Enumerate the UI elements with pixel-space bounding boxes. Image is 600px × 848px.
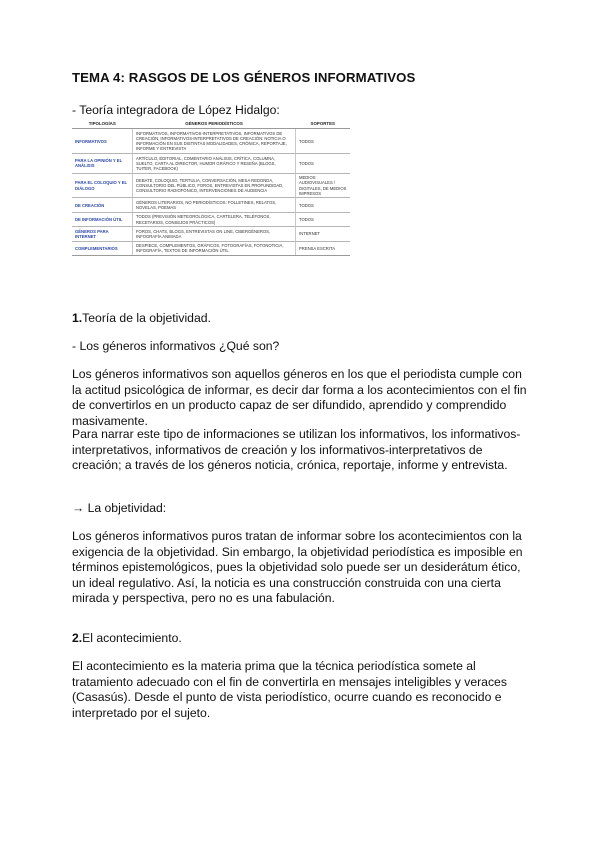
table-row <box>72 198 350 212</box>
row-support: INTERNET <box>296 227 351 241</box>
table-row <box>72 212 350 226</box>
paragraph: El acontecimiento es la materia prima que la técnica periodística somete al tratamiento adecuado con el fin de convertirla en mensajes inteligibles y veraces (Casasús). Desde el punto de vista periodístico, ocurre cuando es reconocido e interpretado por el sujeto. <box>72 659 507 720</box>
row-genres: ARTÍCULO, EDITORIAL, COMENTARIO ANÁLISIS, CRÍTICA, COLUMNA, SUELTO, CARTA AL DIRECTOR, HUMOR GRÁFICO Y RESEÑA (BLOGS, TUITER, FACEBOOK) <box>133 154 296 174</box>
row-support: MEDIOS AUDIOVISUALES / DIGITALES, DE MEDIOS IMPRESOS <box>296 173 351 198</box>
header-tipologias: TIPOLOGÍAS <box>72 119 133 129</box>
row-genres: FOROS, CHATS, BLOGS, ENTREVISTAS ON LINE, CIBERGÉNEROS, INFOGRAFÍA ANIMADA <box>133 227 296 241</box>
table-header-row <box>72 119 350 129</box>
header-generos: GÉNEROS PERIODÍSTICOS <box>133 119 296 129</box>
genres-table <box>72 119 350 256</box>
section-2-heading <box>72 631 527 647</box>
table-row <box>72 154 350 174</box>
header-soportes: SOPORTES <box>296 119 351 129</box>
document-title: TEMA 4: RASGOS DE LOS GÉNEROS INFORMATIVOS <box>72 70 416 85</box>
row-support: PRENSA ESCRITA <box>296 241 351 255</box>
table-intro: - Teoría integradora de López Hidalgo: <box>72 103 280 117</box>
row-type: PARA LA OPINIÓN Y EL ANÁLISIS <box>72 154 133 174</box>
table-row <box>72 173 350 198</box>
row-type: COMPLEMENTARIOS <box>72 241 133 255</box>
row-support: TODOS <box>296 154 351 174</box>
row-type: DE CREACIÓN <box>72 198 133 212</box>
paragraph: Los géneros informativos puros tratan de informar sobre los acontecimientos con la exigencia de la objetividad. Sin embargo, la objetividad periodística es imposible en términos epistemológicos, pues la objetividad solo puede ser un desiderátum ético, un ideal regulativo. Así, la noticia es una construcción construida con una cierta mirada y perspectiva, pero no es una fabulación. <box>72 529 523 606</box>
paragraph: Los géneros informativos son aquellos géneros en los que el periodista cumple con la actitud psicológica de informar, es decir dar forma a los acontecimientos con el fin de convertirlos en un producto capaz de ser difundido, aprendido y comprendido masivamente. <box>72 367 527 428</box>
section-1-heading <box>72 311 527 327</box>
row-support: TODOS <box>296 212 351 226</box>
row-support: TODOS <box>296 198 351 212</box>
section-number: 2. <box>72 631 83 645</box>
row-genres: DEBATE, COLOQUIO, TERTULIA, CONVERSACIÓN, MESA REDONDA, CONSULTORIO DEL PÚBLICO, FOROS, ENTREVISTAS EN PROFUNDIDAD, CONSULTORIO RADIOFÓNICO, INTERVENCIONES DE AUDIENCIA <box>133 173 296 198</box>
table-row <box>72 227 350 241</box>
paragraph: Para narrar este tipo de informaciones se utilizan los informativos, los informativos-interpretativos, informativos de creación y los informativos-interpretativos de creación; a través de los géneros noticia, crónica, reportaje, informe y entrevista. <box>72 427 521 473</box>
row-type: DE INFORMACIÓN ÚTIL <box>72 212 133 226</box>
section-number: 1. <box>72 311 83 325</box>
row-support: TODOS <box>296 129 351 154</box>
table-row <box>72 241 350 255</box>
row-type: GÉNEROS PARA INTERNET <box>72 227 133 241</box>
section-label: Teoría de la objetividad. <box>82 311 211 325</box>
row-genres: GÉNEROS LITERARIOS, NO PERIODÍSTICOS: FOLLETINES, RELATOS, NOVELAS, POEMAS <box>133 198 296 212</box>
section-label: El acontecimiento. <box>82 631 182 645</box>
row-type: PARA EL COLOQUIO Y EL DIÁLOGO <box>72 173 133 198</box>
row-genres: DESPIECE, COMPLEMENTOS, GRÁFICOS, FOTOGRAFÍAS, FOTONOTICIA, INFOGRAFÍA, TEXTOS DE INFORMACIÓN ÚTIL <box>133 241 296 255</box>
row-type: INFORMATIVOS <box>72 129 133 154</box>
table-row <box>72 129 350 154</box>
row-genres: TODOS (PREVISIÓN METEOROLÓGICA, CARTELERA, TELÉFONOS, RECETARIOS, CONSEJOS PRÁCTICOS) <box>133 212 296 226</box>
arrow-list-item: → La objetividad: <box>72 501 167 515</box>
row-genres: INFORMATIVOS, INFORMATIVOS-INTERPRETATIVOS, INFORMATIVOS DE CREACIÓN, INFORMATIVOS-INTERPRETATIVOS DE CREACIÓN: NOTICIA O INFORMACIÓN EN SUS DISTINTAS MODALIDADES, CRÓNICA, REPORTAJE, INFORME Y ENTREVISTA <box>133 129 296 154</box>
question-heading: - Los géneros informativos ¿Qué son? <box>72 339 280 353</box>
